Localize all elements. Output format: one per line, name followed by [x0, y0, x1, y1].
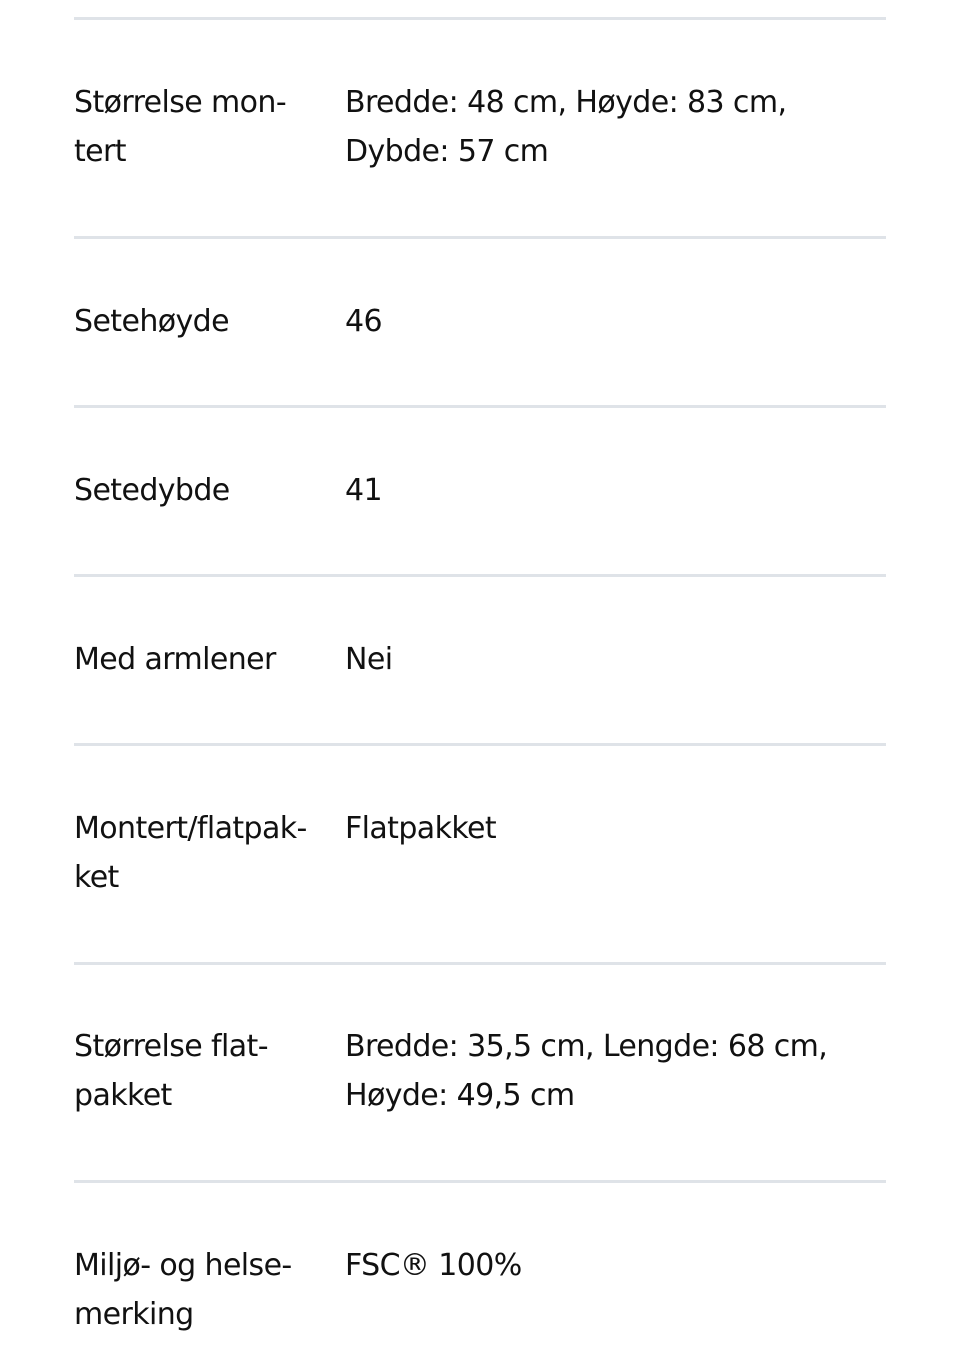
spec-label-line: merking	[74, 1297, 194, 1332]
spec-value-line: 41	[345, 473, 382, 508]
spec-value-line: Høyde: 49,5 cm	[345, 1078, 575, 1113]
spec-label-line: Størrelse flat-	[74, 1029, 268, 1064]
divider	[74, 236, 886, 239]
spec-value-line: Bredde: 48 cm, Høyde: 83 cm,	[345, 85, 787, 120]
divider	[74, 405, 886, 408]
spec-label-line: Montert/flatpak-	[74, 811, 307, 846]
spec-value-line: FSC® 100%	[345, 1248, 522, 1283]
spec-label	[74, 466, 344, 515]
spec-value-line: Flatpakket	[345, 811, 497, 846]
spec-value	[345, 804, 886, 853]
spec-value	[345, 1022, 886, 1120]
spec-value	[345, 635, 886, 684]
spec-label-line: ket	[74, 860, 119, 895]
spec-value-line: Bredde: 35,5 cm, Lengde: 68 cm,	[345, 1029, 828, 1064]
spec-label	[74, 635, 344, 684]
spec-label-line: Setehøyde	[74, 304, 229, 339]
spec-label	[74, 297, 344, 346]
divider	[74, 743, 886, 746]
spec-label-line: tert	[74, 134, 126, 169]
spec-value-line: 46	[345, 304, 382, 339]
spec-value-line: Nei	[345, 642, 393, 677]
spec-label-line: Miljø- og helse-	[74, 1248, 292, 1283]
spec-label	[74, 804, 344, 902]
spec-value	[345, 1241, 886, 1290]
spec-label-line: Setedybde	[74, 473, 230, 508]
divider	[74, 962, 886, 965]
spec-value	[345, 466, 886, 515]
spec-label	[74, 78, 344, 176]
divider	[74, 1180, 886, 1183]
divider	[74, 574, 886, 577]
spec-label-line: pakket	[74, 1078, 172, 1113]
spec-label	[74, 1241, 344, 1339]
spec-value	[345, 297, 886, 346]
spec-value-line: Dybde: 57 cm	[345, 134, 549, 169]
spec-label	[74, 1022, 344, 1120]
divider	[74, 17, 886, 20]
spec-label-line: Med armlener	[74, 642, 276, 677]
spec-label-line: Størrelse mon-	[74, 85, 287, 120]
spec-value	[345, 78, 886, 176]
